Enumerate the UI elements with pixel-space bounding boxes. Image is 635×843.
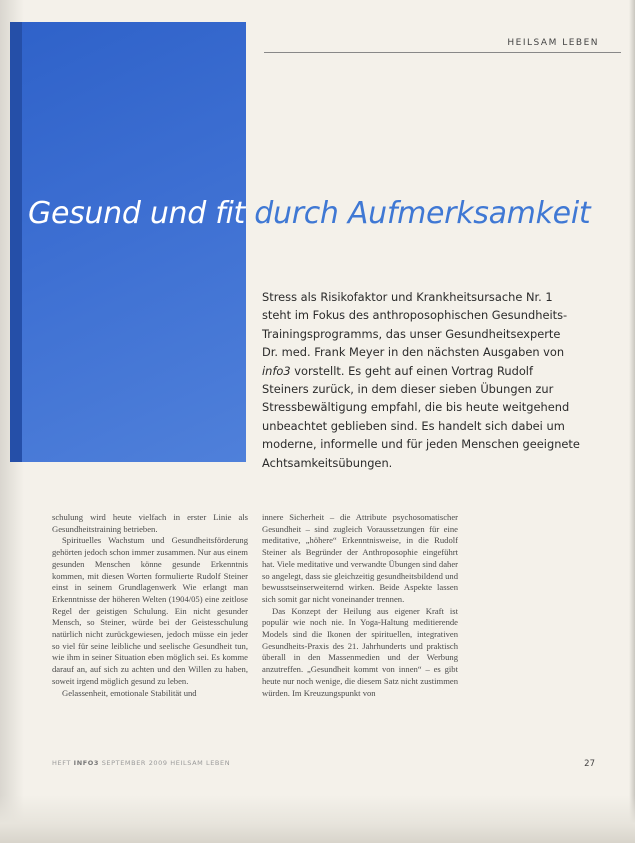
title-part-2: durch Aufmerksamkeit xyxy=(245,196,591,231)
page-number: 27 xyxy=(584,759,595,769)
blue-edge-strip xyxy=(10,22,22,462)
article-lead xyxy=(262,288,580,472)
lead-text-1: Stress als Risikofaktor und Krankheitsursache Nr. 1 steht im Fokus des anthroposophischen Gesundheits-Trainingsprogramms, das unser Gesundheitsexperte Dr. med. Frank Meyer in den nächsten Ausgaben von xyxy=(262,290,568,360)
body-column-left xyxy=(52,512,248,699)
paragraph: Das Konzept der Heilung aus eigener Kraft ist populär wie noch nie. In Yoga-Haltung meditierende Models sind die Ikonen der spirituellen, integrativen Gesundheits-Praxis des 21. Jahrhunderts und praktisch überall in den Massenmedien und der Werbung anzutreffen. „Gesundheit kommt von innen“ – es gibt heute nur noch wenige, die diesem Satz nicht zustimmen würden. Im Kreuzungspunkt von xyxy=(262,605,458,698)
lead-text-2: vorstellt. Es geht auf einen Vortrag Rudolf Steiners zurück, in dem dieser sieben Übungen zur Stressbewältigung empfahl, die bis heute weitgehend unbeachtet geblieben sind. Es handelt sich dabei um moderne, informelle und für jeden Menschen geeignete Achtsamkeitsübungen. xyxy=(262,363,580,470)
paragraph: Gelassenheit, emotionale Stabilität und xyxy=(62,687,197,698)
page-curl-shadow xyxy=(0,795,635,843)
paragraph: Spirituelles Wachstum und Gesundheitsförderung gehörten jedoch schon immer zusammen. Nur aus einem gesunden Menschen könne gesunde Erkenntnis kommen, mit diesen Worten formulierte Rudolf Steiner einst in seinem Grundlagenwerk Wie erlangt man Erkenntnisse der höheren Welten (1904/05) eine zeitlose Regel der geistigen Schulung. Ein nicht gesunder Mensch, so Steiner, würde bei der Geistesschulung natürlich nicht zurückgewiesen, jedoch müsse ein jeder so viel für seine leibliche und seelische Gesundheit tun, wie ihm in seiner Situation eben möglich sei. Es komme darauf an, auf sich zu achten und den Willen zu haben, soweit irgend möglich gesund zu leben. xyxy=(52,535,248,686)
paragraph: innere Sicherheit – die Attribute psychosomatischer Gesundheit – sind zugleich Voraussetzungen für eine meditative, „höhere“ Erkenntnisweise, in die Rudolf Steiner als Begründer der Anthroposophie eingeführt hat. Viele meditative und verwandte Übungen sind daher so angelegt, dass sie gleichzeitig gesundheitsbildend und bewusstseinserweiternd wirken. Beide Aspekte lassen sich somit gar nicht voneinander trennen. xyxy=(262,512,458,604)
title-part-1: Gesund und fit xyxy=(28,196,246,231)
body-column-right xyxy=(262,512,458,699)
section-label: HEILSAM LEBEN xyxy=(507,38,599,48)
blue-color-block xyxy=(22,22,246,462)
magazine-name-inline: info3 xyxy=(262,363,291,378)
footer-magazine: INFO3 xyxy=(73,759,100,767)
page-edge xyxy=(629,0,635,843)
article-title xyxy=(28,196,590,231)
footer-issue: SEPTEMBER 2009 HEILSAM LEBEN xyxy=(101,759,231,767)
paragraph: schulung wird heute vielfach in erster Linie als Gesundheitstraining betrieben. xyxy=(52,512,248,534)
footer-prefix: HEFT xyxy=(52,759,71,767)
page-footer xyxy=(52,759,230,767)
section-rule xyxy=(264,52,621,53)
